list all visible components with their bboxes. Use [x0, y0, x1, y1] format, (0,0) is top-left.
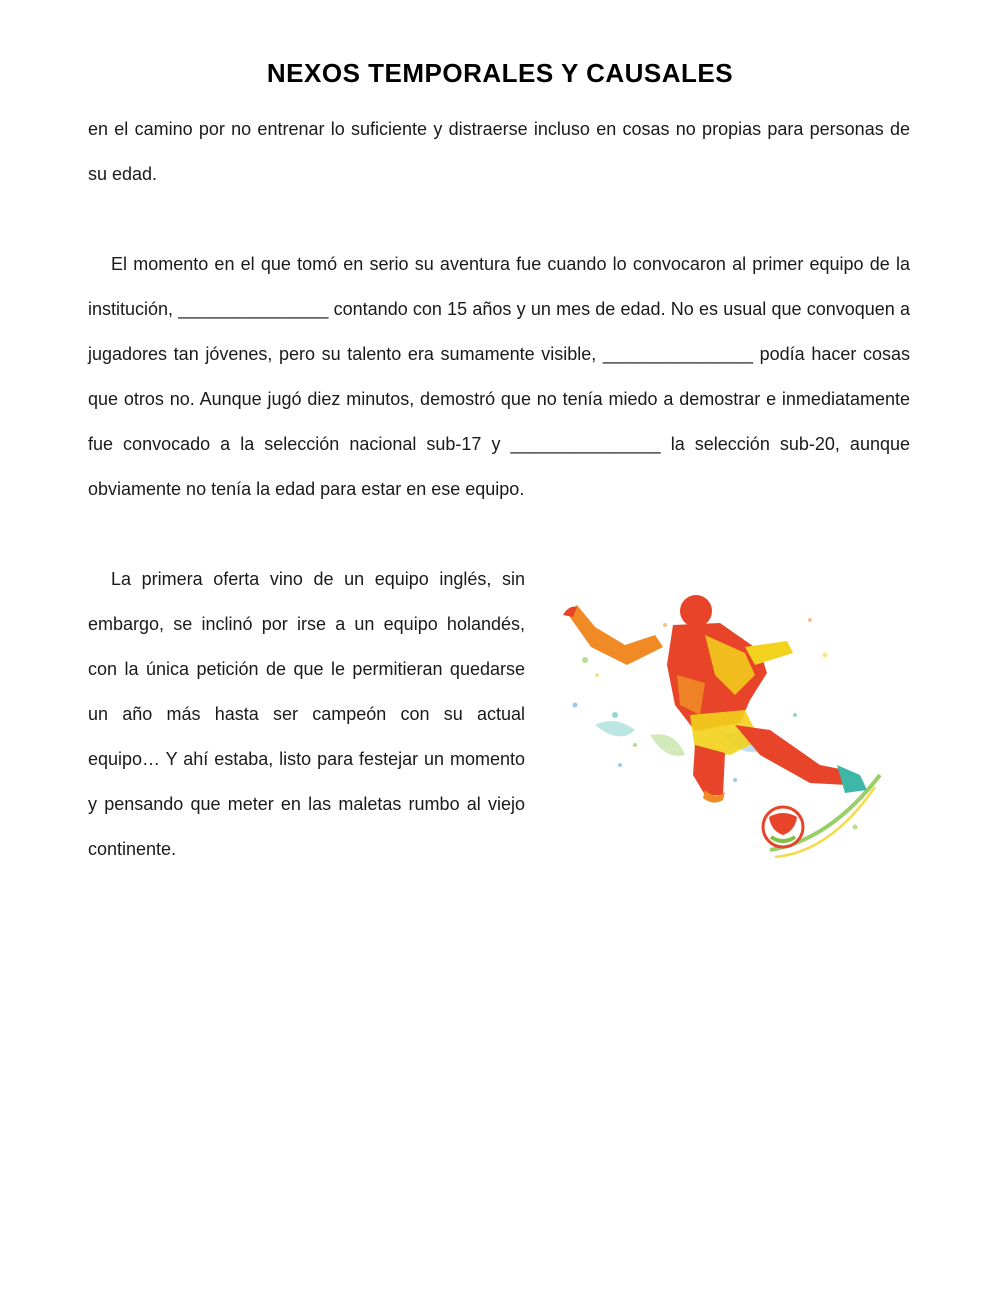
fill-in-blank-2[interactable]: _______________	[602, 344, 754, 364]
page-title: NEXOS TEMPORALES Y CAUSALES	[266, 58, 734, 88]
fill-in-blank-1[interactable]: _______________	[178, 299, 329, 319]
paragraph-1: en el camino por no entrenar lo suficiente y distraerse incluso en cosas no propias para personas de su edad.	[88, 119, 910, 184]
paragraph-2-part-1: El momento en el que tomó en serio su aventura fue cuando lo convocaron al primer equipo de la institución,	[88, 254, 910, 319]
fill-in-blank-3[interactable]: _______________	[510, 434, 661, 454]
paragraph-2-part-3: podía hacer cosas que otros no. Aunque jugó diez minutos, demostró que no tenía miedo a demostrar e inmediatamente fue convocado a la selección nacional sub-17 y	[88, 344, 910, 454]
paragraph-2-part-2: contando con 15 años y un mes de edad. No es usual que convoquen a jugadores tan jóvenes, pero su talento era sumamente visible,	[88, 299, 911, 364]
paragraph-3: La primera oferta vino de un equipo inglés, sin embargo, se inclinó por irse a un equipo holandés, con la única petición de que le permitieran quedarse un año más hasta ser campeón con su actual equipo… Y ahí estaba, listo para festejar un momento y pensando que meter en las maletas rumbo al viejo continente.	[88, 569, 525, 859]
soccer-player-kicking-icon	[555, 565, 900, 870]
paragraph-2	[88, 242, 910, 512]
soccer-player-illustration	[555, 565, 900, 870]
paragraph-2-part-4: la selección sub-20, aunque obviamente no tenía la edad para estar en ese equipo.	[88, 434, 910, 499]
